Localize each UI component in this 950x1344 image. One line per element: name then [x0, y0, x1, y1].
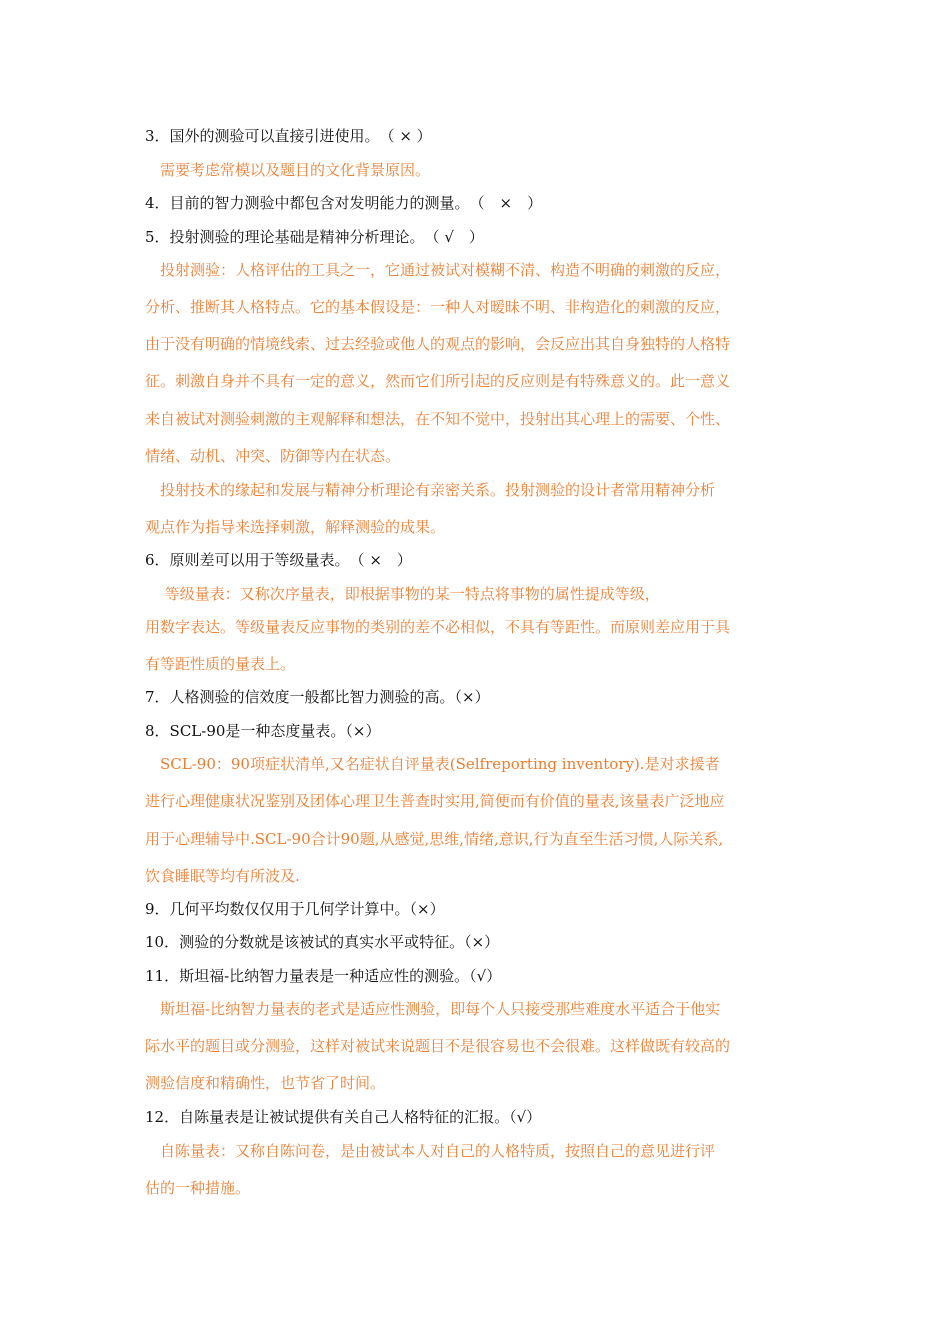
answer-line: 用数字表达。等级量表反应事物的类别的差不必相似，不具有等距性。而原则差应用于具 [145, 618, 731, 636]
answer-line: 投射测验：人格评估的工具之一，它通过被试对模糊不清、构造不明确的刺激的反应， [145, 261, 731, 279]
question-line: 3．国外的测验可以直接引进使用。 （ × ） [145, 127, 432, 145]
answer-line: 测验信度和精确性，也节省了时间。 [145, 1074, 386, 1092]
question-line: 7．人格测验的信效度一般都比智力测验的高。（×） [145, 688, 490, 706]
answer-line: 有等距性质的量表上。 [145, 655, 296, 673]
question-line: 11．斯坦福-比纳智力量表是一种适应性的测验。（√） [145, 967, 502, 985]
question-line: 12．自陈量表是让被试提供有关自己人格特征的汇报。（√） [145, 1108, 542, 1126]
answer-line: 分析、推断其人格特点。它的基本假设是：一种人对暧昧不明、非构造化的刺激的反应， [145, 298, 731, 316]
question-line: 4．目前的智力测验中都包含对发明能力的测量。 （ × ） [145, 194, 543, 212]
answer-line: 估的一种措施。 [145, 1179, 251, 1197]
answer-line: 自陈量表：又称自陈问卷，是由被试本人对自己的人格特质，按照自己的意见进行评 [145, 1142, 716, 1160]
question-line: 8．SCL-90是一种态度量表。（×） [145, 722, 381, 740]
question-line: 10．测验的分数就是该被试的真实水平或特征。（×） [145, 933, 500, 951]
answer-line: SCL-90：90项症状清单,又名症状自评量表(Selfreporting inventory).是对求援者 [145, 755, 720, 773]
question-line: 9．几何平均数仅仅用于几何学计算中。（×） [145, 900, 445, 918]
answer-line: 需要考虑常模以及题目的文化背景原因。 [145, 161, 431, 179]
answer-line: 斯坦福-比纳智力量表的老式是适应性测验，即每个人只接受那些难度水平适合于他实 [145, 1000, 721, 1018]
answer-line: 用于心理辅导中.SCL-90合计90题,从感觉,思维,情绪,意识,行为直至生活习惯,人际关系, [145, 830, 724, 848]
answer-line: 等级量表：又称次序量表，即根据事物的某一特点将事物的属性提成等级， [145, 585, 660, 603]
answer-line: 来自被试对测验刺激的主观解释和想法，在不知不觉中，投射出其心理上的需要、个性、 [145, 410, 731, 428]
answer-line: 由于没有明确的情境线索、过去经验或他人的观点的影响，会反应出其自身独特的人格特 [145, 335, 731, 353]
question-line: 6．原则差可以用于等级量表。 （ × ） [145, 551, 412, 569]
answer-line: 观点作为指导来选择刺激，解释测验的成果。 [145, 518, 446, 536]
answer-line: 饮食睡眠等均有所波及. [145, 867, 300, 885]
answer-line: 投射技术的缘起和发展与精神分析理论有亲密关系。投射测验的设计者常用精神分析 [145, 481, 716, 499]
answer-line: 征。刺激自身并不具有一定的意义，然而它们所引起的反应则是有特殊意义的。此一意义 [145, 372, 731, 390]
answer-line: 情绪、动机、冲突、防御等内在状态。 [145, 447, 401, 465]
answer-line: 进行心理健康状况鉴别及团体心理卫生普查时实用,简便而有价值的量表,该量表广泛地应 [145, 792, 725, 810]
question-line: 5．投射测验的理论基础是精神分析理论。 （ √ ） [145, 228, 484, 246]
answer-line: 际水平的题目或分测验，这样对被试来说题目不是很容易也不会很难。这样做既有较高的 [145, 1037, 731, 1055]
